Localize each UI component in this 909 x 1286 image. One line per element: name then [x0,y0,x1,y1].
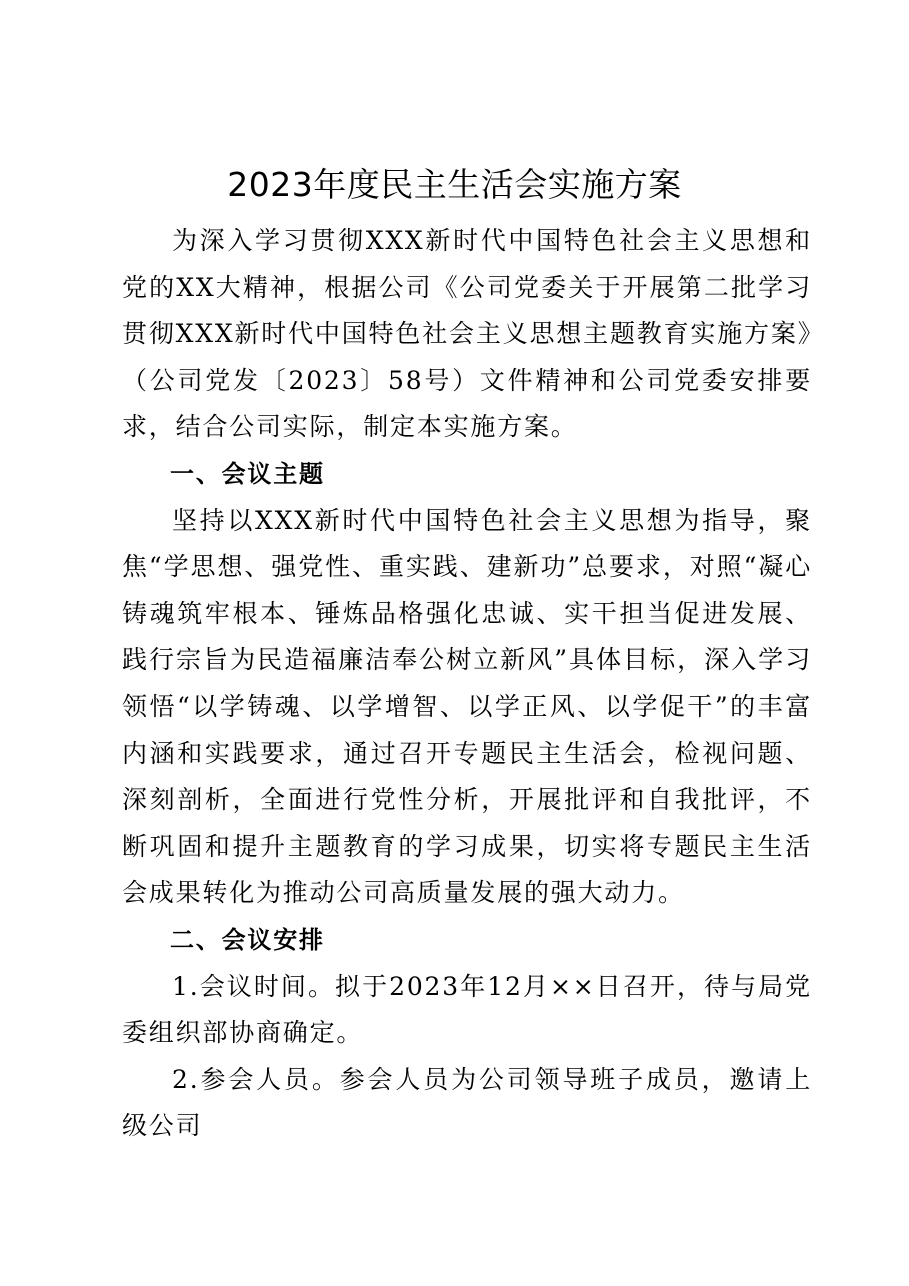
section-1-heading: 一、会议主题 [170,459,325,488]
section-2-item-2: 2.参会人员。参会人员为公司领导班子成员，邀请上级公司 [122,1064,812,1141]
section-1-paragraph: 坚持以XXX新时代中国特色社会主义思想为指导，聚焦“学思想、强党性、重实践、建新功”总要求，对照“凝心铸魂筑牢根本、锤炼品格强化忠诚、实干担当促进发展、践行宗旨为民造福廉洁奉公树立新风”具体目标，深入学习领悟“以学铸魂、以学增智、以学正风、以学促干”的丰富内涵和实践要求，通过召开专题民主生活会，检视问题、深刻剖析，全面进行党性分析，开展批评和自我批评，不断巩固和提升主题教育的学习成果，切实将专题民主生活会成果转化为推动公司高质量发展的强大动力。 [122,505,812,908]
section-2-item-1: 1.会议时间。拟于2023年12月××日召开，待与局党委组织部协商确定。 [122,971,812,1048]
intro-paragraph: 为深入学习贯彻XXX新时代中国特色社会主义思想和党的XX大精神，根据公司《公司党委关于开展第二批学习贯彻XXX新时代中国特色社会主义思想主题教育实施方案》（公司党发〔2023〕58号）文件精神和公司党委安排要求，结合公司实际，制定本实施方案。 [122,226,812,442]
document-title: 2023年度民主生活会实施方案 [227,165,682,204]
document-body [122,218,812,1150]
section-2-heading: 二、会议安排 [170,925,325,954]
